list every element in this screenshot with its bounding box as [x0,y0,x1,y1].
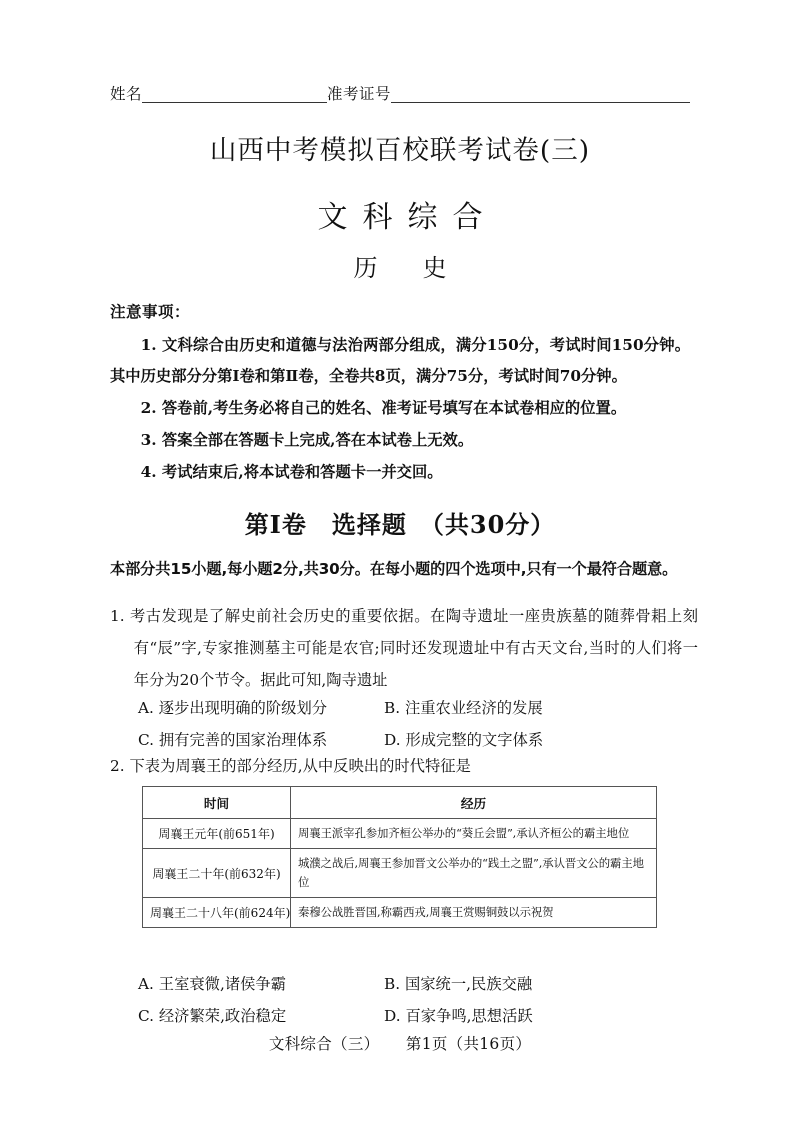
exam-id-write-rule [391,87,690,103]
option-row [138,968,708,1000]
data-table [142,786,657,928]
cell-time: 周襄王二十八年(前624年) [143,898,291,928]
question-1 [110,600,698,696]
notes-heading: 注意事项： [110,303,191,321]
cell-time: 周襄王二十年(前632年) [143,849,291,898]
note-item: 2. 答卷前,考生务必将自己的姓名、准考证号填写在本试卷相应的位置。 [140,399,627,417]
name-label: 姓名 [110,85,143,103]
zhou-xiangwang-table [142,786,657,928]
question-2-options [138,968,708,1032]
identification-line [110,82,690,105]
subject-title: 文科综合 [317,200,498,235]
question-stem: 2. 下表为周襄王的部分经历,从中反映出的时代特征是 [110,757,471,775]
option-c[interactable]: C. 经济繁荣,政治稳定 [138,1007,287,1025]
footer-subject: 文科综合（三） [268,1035,380,1053]
exam-id-label: 准考证号 [327,85,392,103]
column-header-time: 时间 [143,787,291,819]
column-header-experience: 经历 [291,787,657,819]
cell-experience: 周襄王派宰孔参加齐桓公举办的“葵丘会盟”,承认齐桓公的霸主地位 [291,819,657,849]
name-write-rule [142,87,327,103]
table-row [143,849,657,898]
volume-heading: 第Ⅰ卷 选择题 （共30分） [244,510,556,539]
option-row [138,692,708,724]
option-d[interactable]: D. 百家争鸣,思想活跃 [384,1007,533,1025]
question-1-options [138,692,708,756]
page-title: 山西中考模拟百校联考试卷(三) [209,135,591,166]
option-b[interactable]: B. 注重农业经济的发展 [384,699,543,717]
cell-experience: 秦穆公战胜晋国,称霸西戎,周襄王赏赐铜鼓以示祝贺 [291,898,657,928]
option-a[interactable]: A. 逐步出现明确的阶级划分 [138,699,328,717]
note-item: 3. 答案全部在答题卡上完成,答在本试卷上无效。 [140,431,474,449]
note-item: 4. 考试结束后,将本试卷和答题卡一并交回。 [140,463,443,481]
page-footer [0,1032,800,1054]
table-row [143,819,657,849]
question-stem: 1. 考古发现是了解史前社会历史的重要依据。在陶寺遗址一座贵族墓的随葬骨耜上刻有“辰”字,专家推测墓主可能是农官;同时还发现遗址中有古天文台,当时的人们将一年分为20个节令。据此可知,陶寺遗址 [110,607,698,689]
option-d[interactable]: D. 形成完整的文字体系 [384,731,544,749]
notes-list [110,330,690,489]
cell-experience: 城濮之战后,周襄王参加晋文公举办的“践土之盟”,承认晋文公的霸主地位 [291,849,657,898]
table-row [143,898,657,928]
option-row [138,1000,708,1032]
option-b[interactable]: B. 国家统一,民族交融 [384,975,533,993]
question-2 [110,750,698,782]
part-instruction: 本部分共15小题,每小题2分,共30分。在每小题的四个选项中,只有一个最符合题意。 [110,560,678,578]
cell-time: 周襄王元年(前651年) [143,819,291,849]
footer-page-number: 第1页（共16页） [405,1035,532,1053]
table-header-row [143,787,657,819]
option-c[interactable]: C. 拥有完善的国家治理体系 [138,731,328,749]
note-item: 1. 文科综合由历史和道德与法治两部分组成，满分150分，考试时间150分钟。其中历史部分分第Ⅰ卷和第Ⅱ卷，全卷共8页，满分75分，考试时间70分钟。 [110,336,690,385]
discipline-title: 历史 [353,254,492,282]
option-a[interactable]: A. 王室衰微,诸侯争霸 [138,975,287,993]
